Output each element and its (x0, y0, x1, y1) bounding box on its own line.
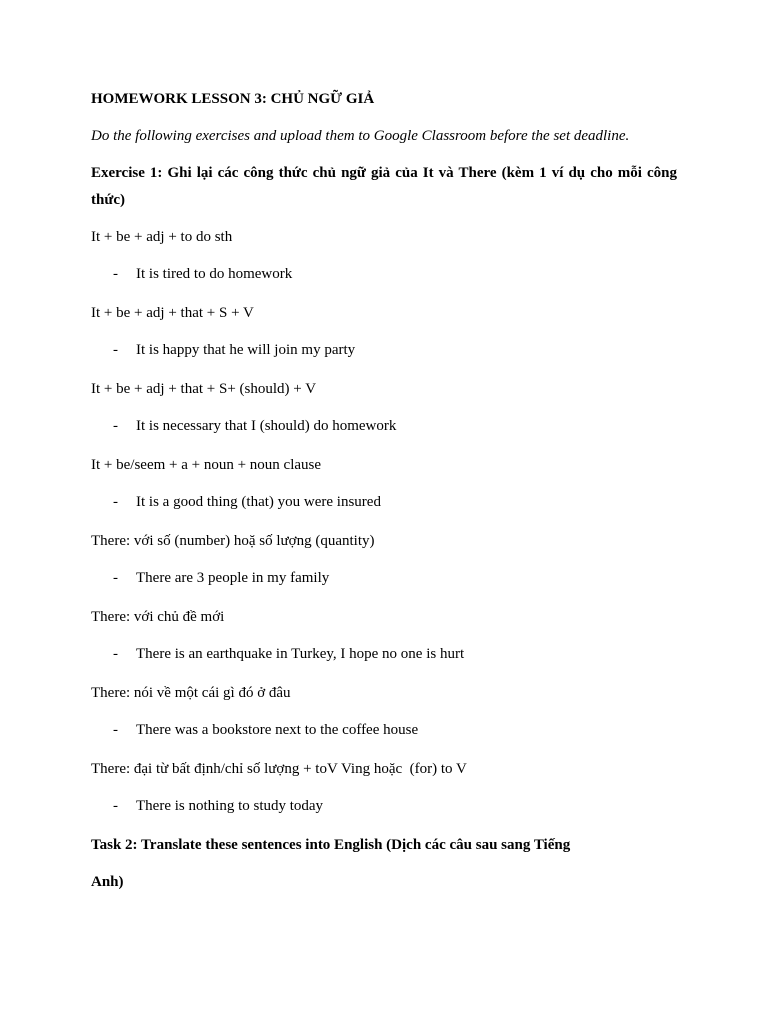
formula-line: It + be + adj + to do sth (91, 229, 233, 245)
formula-line: It + be/seem + a + noun + noun clause (91, 457, 322, 473)
example-text: There are 3 people in my family (136, 570, 330, 586)
example-item (91, 413, 677, 440)
formula-line: There: với số (number) hoặ số lượng (quantity) (91, 533, 375, 549)
example-text: It is happy that he will join my party (136, 342, 356, 358)
example-text: There was a bookstore next to the coffee house (136, 722, 419, 738)
instructions-text: Do the following exercises and upload them to Google Classroom before the set deadline. (91, 128, 630, 144)
example-item (91, 261, 677, 288)
task-2-heading-line-1: Task 2: Translate these sentences into English (Dịch các câu sau sang Tiếng (91, 837, 571, 853)
example-text: It is a good thing (that) you were insured (136, 494, 381, 510)
formula-line: There: đại từ bất định/chỉ số lượng + toV Ving hoặc (for) to V (91, 761, 467, 777)
example-text: It is necessary that I (should) do homework (136, 418, 397, 434)
task-2-heading-line-2: Anh) (91, 874, 124, 890)
list-dash: - (113, 266, 118, 282)
document-title: HOMEWORK LESSON 3: CHỦ NGỮ GIẢ (91, 91, 375, 107)
document-page (91, 86, 681, 906)
example-text: It is tired to do homework (136, 266, 293, 282)
list-dash: - (113, 494, 118, 510)
example-item (91, 337, 677, 364)
example-item (91, 489, 677, 516)
exercise-1-heading: Exercise 1: Ghi lại các công thức chủ ngữ giả của It và There (kèm 1 ví dụ cho mỗi công thức) (91, 165, 681, 208)
list-dash: - (113, 342, 118, 358)
example-text: There is nothing to study today (136, 798, 324, 814)
example-item (91, 717, 677, 744)
task-2-heading (91, 832, 677, 859)
task-2-heading-continued (91, 869, 677, 896)
formula-line: There: với chủ đề mới (91, 609, 225, 625)
formula-list (91, 224, 677, 820)
formula-line: It + be + adj + that + S + V (91, 305, 254, 321)
example-item (91, 565, 677, 592)
example-item (91, 793, 677, 820)
example-item (91, 641, 677, 668)
formula-line: There: nói về một cái gì đó ở đâu (91, 685, 291, 701)
list-dash: - (113, 798, 118, 814)
list-dash: - (113, 570, 118, 586)
list-dash: - (113, 418, 118, 434)
formula-line: It + be + adj + that + S+ (should) + V (91, 381, 317, 397)
list-dash: - (113, 722, 118, 738)
list-dash: - (113, 646, 118, 662)
example-text: There is an earthquake in Turkey, I hope no one is hurt (136, 646, 465, 662)
